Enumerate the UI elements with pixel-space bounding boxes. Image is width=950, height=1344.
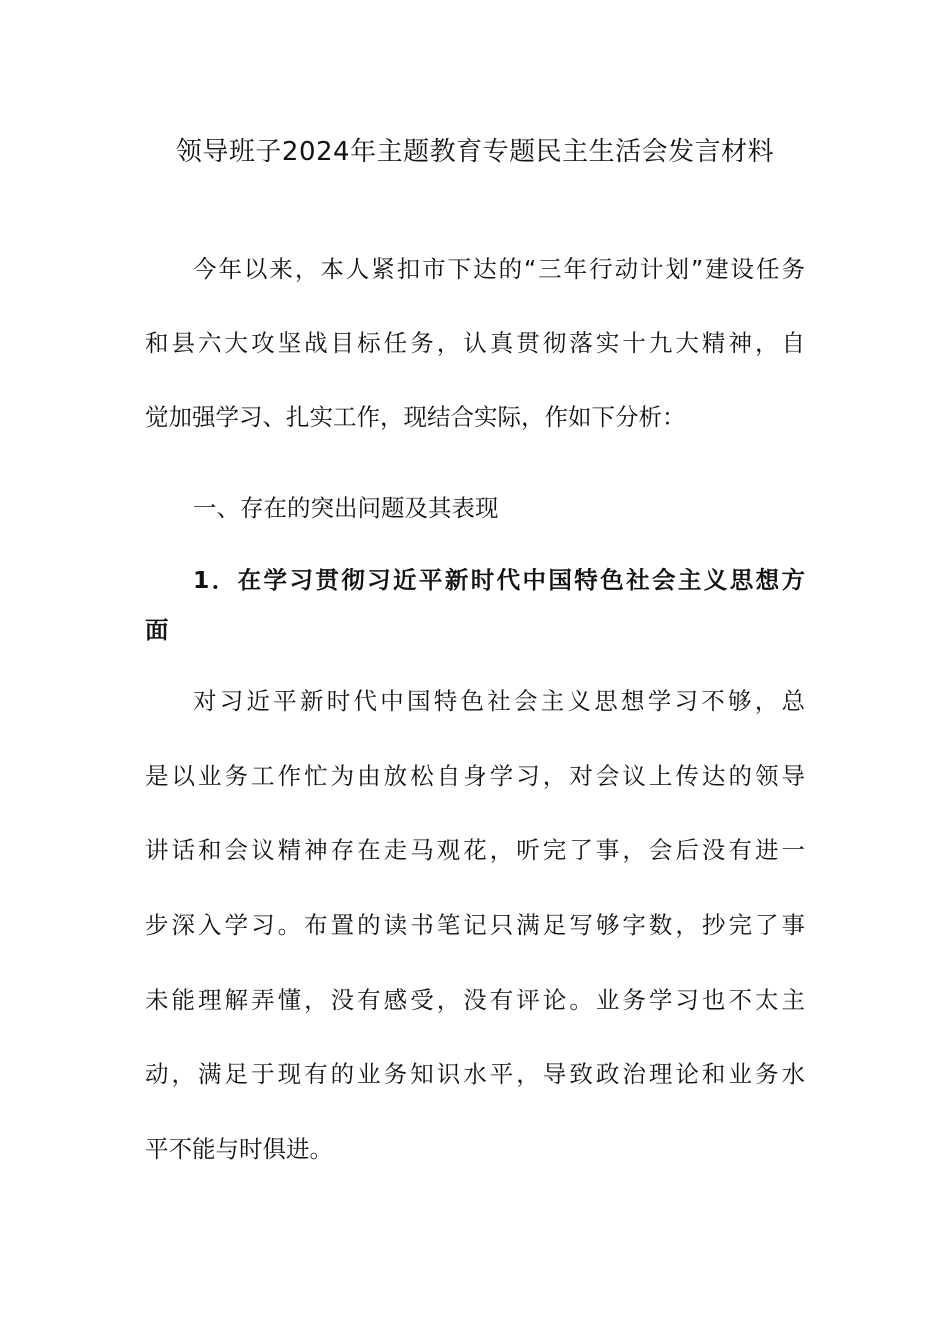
- intro-line-2: 和县六大攻坚战目标任务，认真贯彻落实十九大精神，自: [145, 329, 805, 357]
- body-line-7: 平不能与时俱进。: [145, 1135, 333, 1163]
- body-line-3: 讲话和会议精神存在走马观花，听完了事，会后没有进一: [145, 836, 805, 864]
- intro-line-3: 觉加强学习、扎实工作，现结合实际，作如下分析：: [145, 403, 686, 431]
- subsection-heading-line-1: 1．在学习贯彻习近平新时代中国特色社会主义思想方: [193, 566, 805, 594]
- subsection-heading-line-2: 面: [145, 616, 169, 644]
- body-line-6: 动，满足于现有的业务知识水平，导致政治理论和业务水: [145, 1060, 805, 1088]
- body-line-4: 步深入学习。布置的读书笔记只满足写够字数，抄完了事: [145, 911, 805, 939]
- body-line-1: 对习近平新时代中国特色社会主义思想学习不够，总: [193, 687, 805, 715]
- document-title: 领导班子2024年主题教育专题民主生活会发言材料: [175, 137, 775, 167]
- section-heading: 一、存在的突出问题及其表现: [193, 494, 499, 522]
- intro-line-1: 今年以来，本人紧扣市下达的“三年行动计划”建设任务: [193, 255, 805, 283]
- body-line-5: 未能理解弄懂，没有感受，没有评论。业务学习也不太主: [145, 986, 805, 1014]
- body-line-2: 是以业务工作忙为由放松自身学习，对会议上传达的领导: [145, 762, 805, 790]
